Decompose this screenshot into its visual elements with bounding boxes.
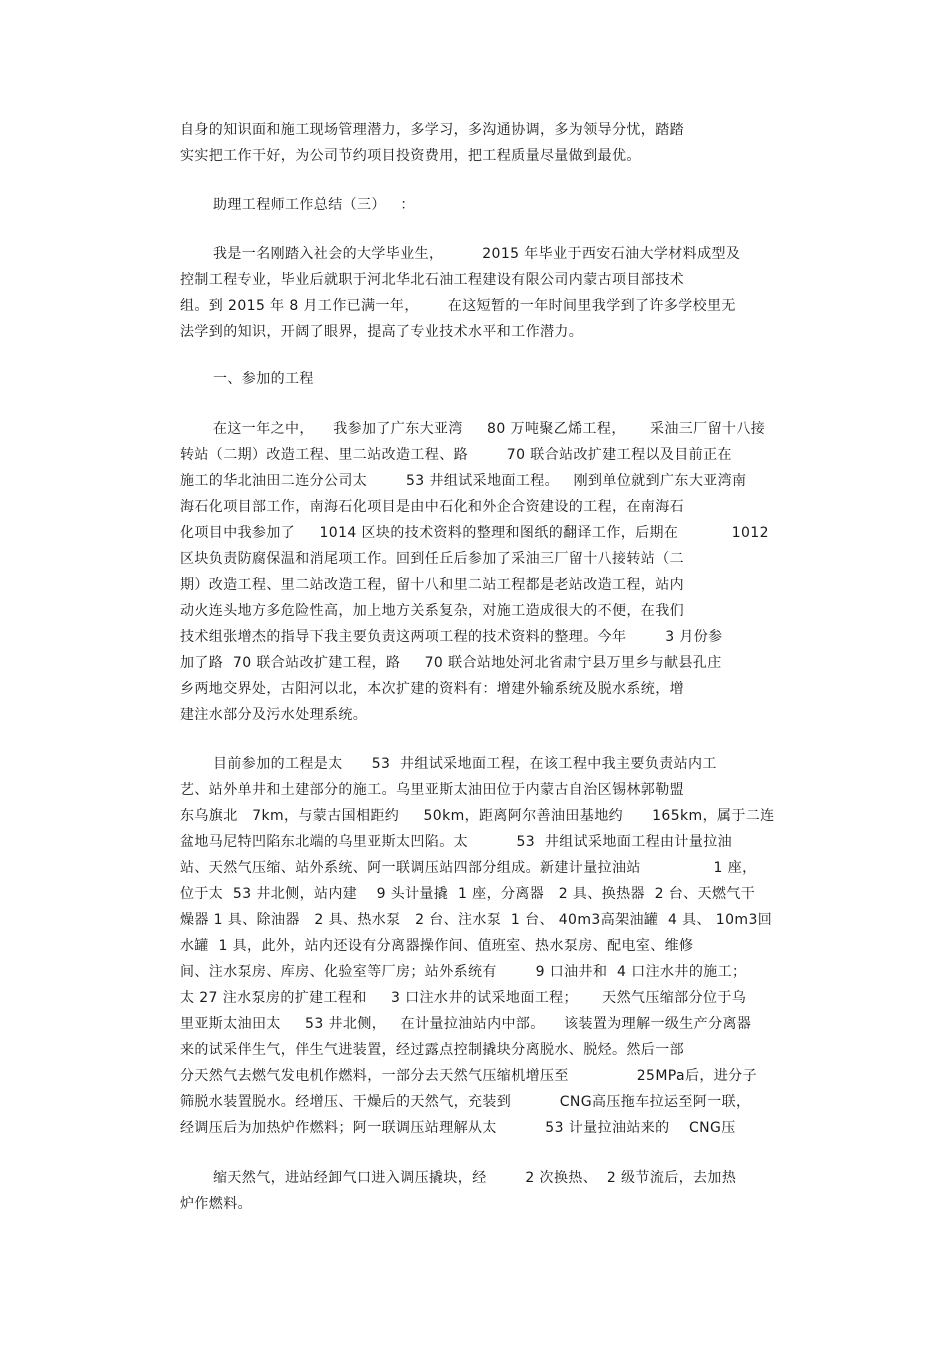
section-title: 助理工程师工作总结（三） ： (213, 197, 415, 213)
text-line: 炉作燃料。 (180, 1196, 252, 1212)
text-line: 施工的华北油田二连分公司太 53 井组试采地面工程。 刚到单位就到广东大亚湾南 (180, 473, 747, 489)
text-line: 里亚斯太油田太 53 井北侧， 在计量拉油站内中部。 该装置为理解一级生产分离器 (180, 1016, 752, 1032)
text-line: 燥器 1 具、除油器 2 具、热水泵 2 台、注水泵 1 台、 40m3高架油罐 4 具、 10m3回 (180, 912, 773, 928)
text-line: 位于太 53 井北侧，站内建 9 头计量撬 1 座，分离器 2 具、换热器 2 台、天燃气干 (180, 886, 756, 902)
text-line: 我是一名刚踏入社会的大学毕业生， 2015 年毕业于西安石油大学材料成型及 (213, 246, 741, 262)
text-line: 技术组张增杰的指导下我主要负责这两项工程的技术资料的整理。今年 3 月份参 (180, 629, 723, 645)
text-line: 盆地马尼特凹陷东北端的乌里亚斯太凹陷。太 53 井组试采地面工程由计量拉油 (180, 834, 733, 850)
text-line: 实实把工作干好，为公司节约项目投资费用，把工程质量尽量做到最优。 (180, 148, 641, 164)
text-line: 区块负责防腐保温和消尾项工作。回到任丘后参加了采油三厂留十八接转站（二 (180, 551, 684, 567)
text-line: 在这一年之中， 我参加了广东大亚湾 80 万吨聚乙烯工程， 采油三厂留十八接 (213, 421, 766, 437)
text-line: 加了路 70 联合站改扩建工程，路 70 联合站地处河北省肃宁县万里乡与献县孔庄 (180, 655, 722, 671)
text-line: 海石化项目部工作，南海石化项目是由中石化和外企合资建设的工程，在南海石 (180, 499, 684, 515)
text-line: 缩天然气，进站经卸气口进入调压撬块，经 2 次换热、 2 级节流后，去加热 (213, 1170, 737, 1186)
text-line: 自身的知识面和施工现场管理潜力，多学习，多沟通协调，多为领导分忧，踏踏 (180, 122, 684, 138)
text-line: 来的试采伴生气，伴生气进装置，经过露点控制撬块分离脱水、脱烃。然后一部 (180, 1042, 684, 1058)
text-line: 间、注水泵房、库房、化验室等厂房；站外系统有 9 口油井和 4 口注水井的施工； (180, 964, 747, 980)
text-line: 法学到的知识，开阔了眼界，提高了专业技术水平和工作潜力。 (180, 324, 584, 340)
text-line: 筛脱水装置脱水。经增压、干燥后的天然气，充装到 CNG高压拖车拉运至阿一联， (180, 1094, 751, 1110)
text-line: 建注水部分及污水处理系统。 (180, 707, 368, 723)
section-heading: 一、参加的工程 (213, 371, 314, 387)
text-line: 转站（二期）改造工程、里二站改造工程、路 70 联合站改扩建工程以及目前正在 (180, 447, 732, 463)
text-line: 分天然气去燃气发电机作燃料，一部分去天然气压缩机增压至 25MPa后，进分子 (180, 1068, 757, 1084)
text-line: 经调压后为加热炉作燃料；阿一联调压站理解从太 53 计量拉油站来的 CNG压 (180, 1120, 736, 1136)
text-line: 艺、站外单井和土建部分的施工。乌里亚斯太油田位于内蒙古自治区锡林郭勒盟 (180, 782, 684, 798)
text-line: 动火连头地方多危险性高，加上地方关系复杂，对施工造成很大的不便，在我们 (180, 603, 684, 619)
text-line: 化项目中我参加了 1014 区块的技术资料的整理和图纸的翻译工作，后期在 1012 (180, 525, 769, 541)
text-line: 组。到 2015 年 8 月工作已满一年， 在这短暂的一年时间里我学到了许多学校里无 (180, 298, 736, 314)
text-line: 乡两地交界处，古阳河以北，本次扩建的资料有：增建外输系统及脱水系统，增 (180, 681, 684, 697)
text-line: 期）改造工程、里二站改造工程，留十八和里二站工程都是老站改造工程，站内 (180, 577, 684, 593)
text-line: 目前参加的工程是太 53 井组试采地面工程，在该工程中我主要负责站内工 (213, 756, 717, 772)
text-line: 东乌旗北 7km，与蒙古国相距约 50km，距离阿尔善油田基地约 165km，属于二连 (180, 808, 775, 824)
text-line: 太 27 注水泵房的扩建工程和 3 口注水井的试采地面工程； 天然气压缩部分位于乌 (180, 990, 747, 1006)
text-line: 站、天然气压缩、站外系统、阿一联调压站四部分组成。新建计量拉油站 1 座， (180, 860, 757, 876)
text-line: 水罐 1 具，此外，站内还设有分离器操作间、值班室、热水泵房、配电室、维修 (180, 938, 694, 954)
text-line: 控制工程专业，毕业后就职于河北华北石油工程建设有限公司内蒙古项目部技术 (180, 272, 684, 288)
